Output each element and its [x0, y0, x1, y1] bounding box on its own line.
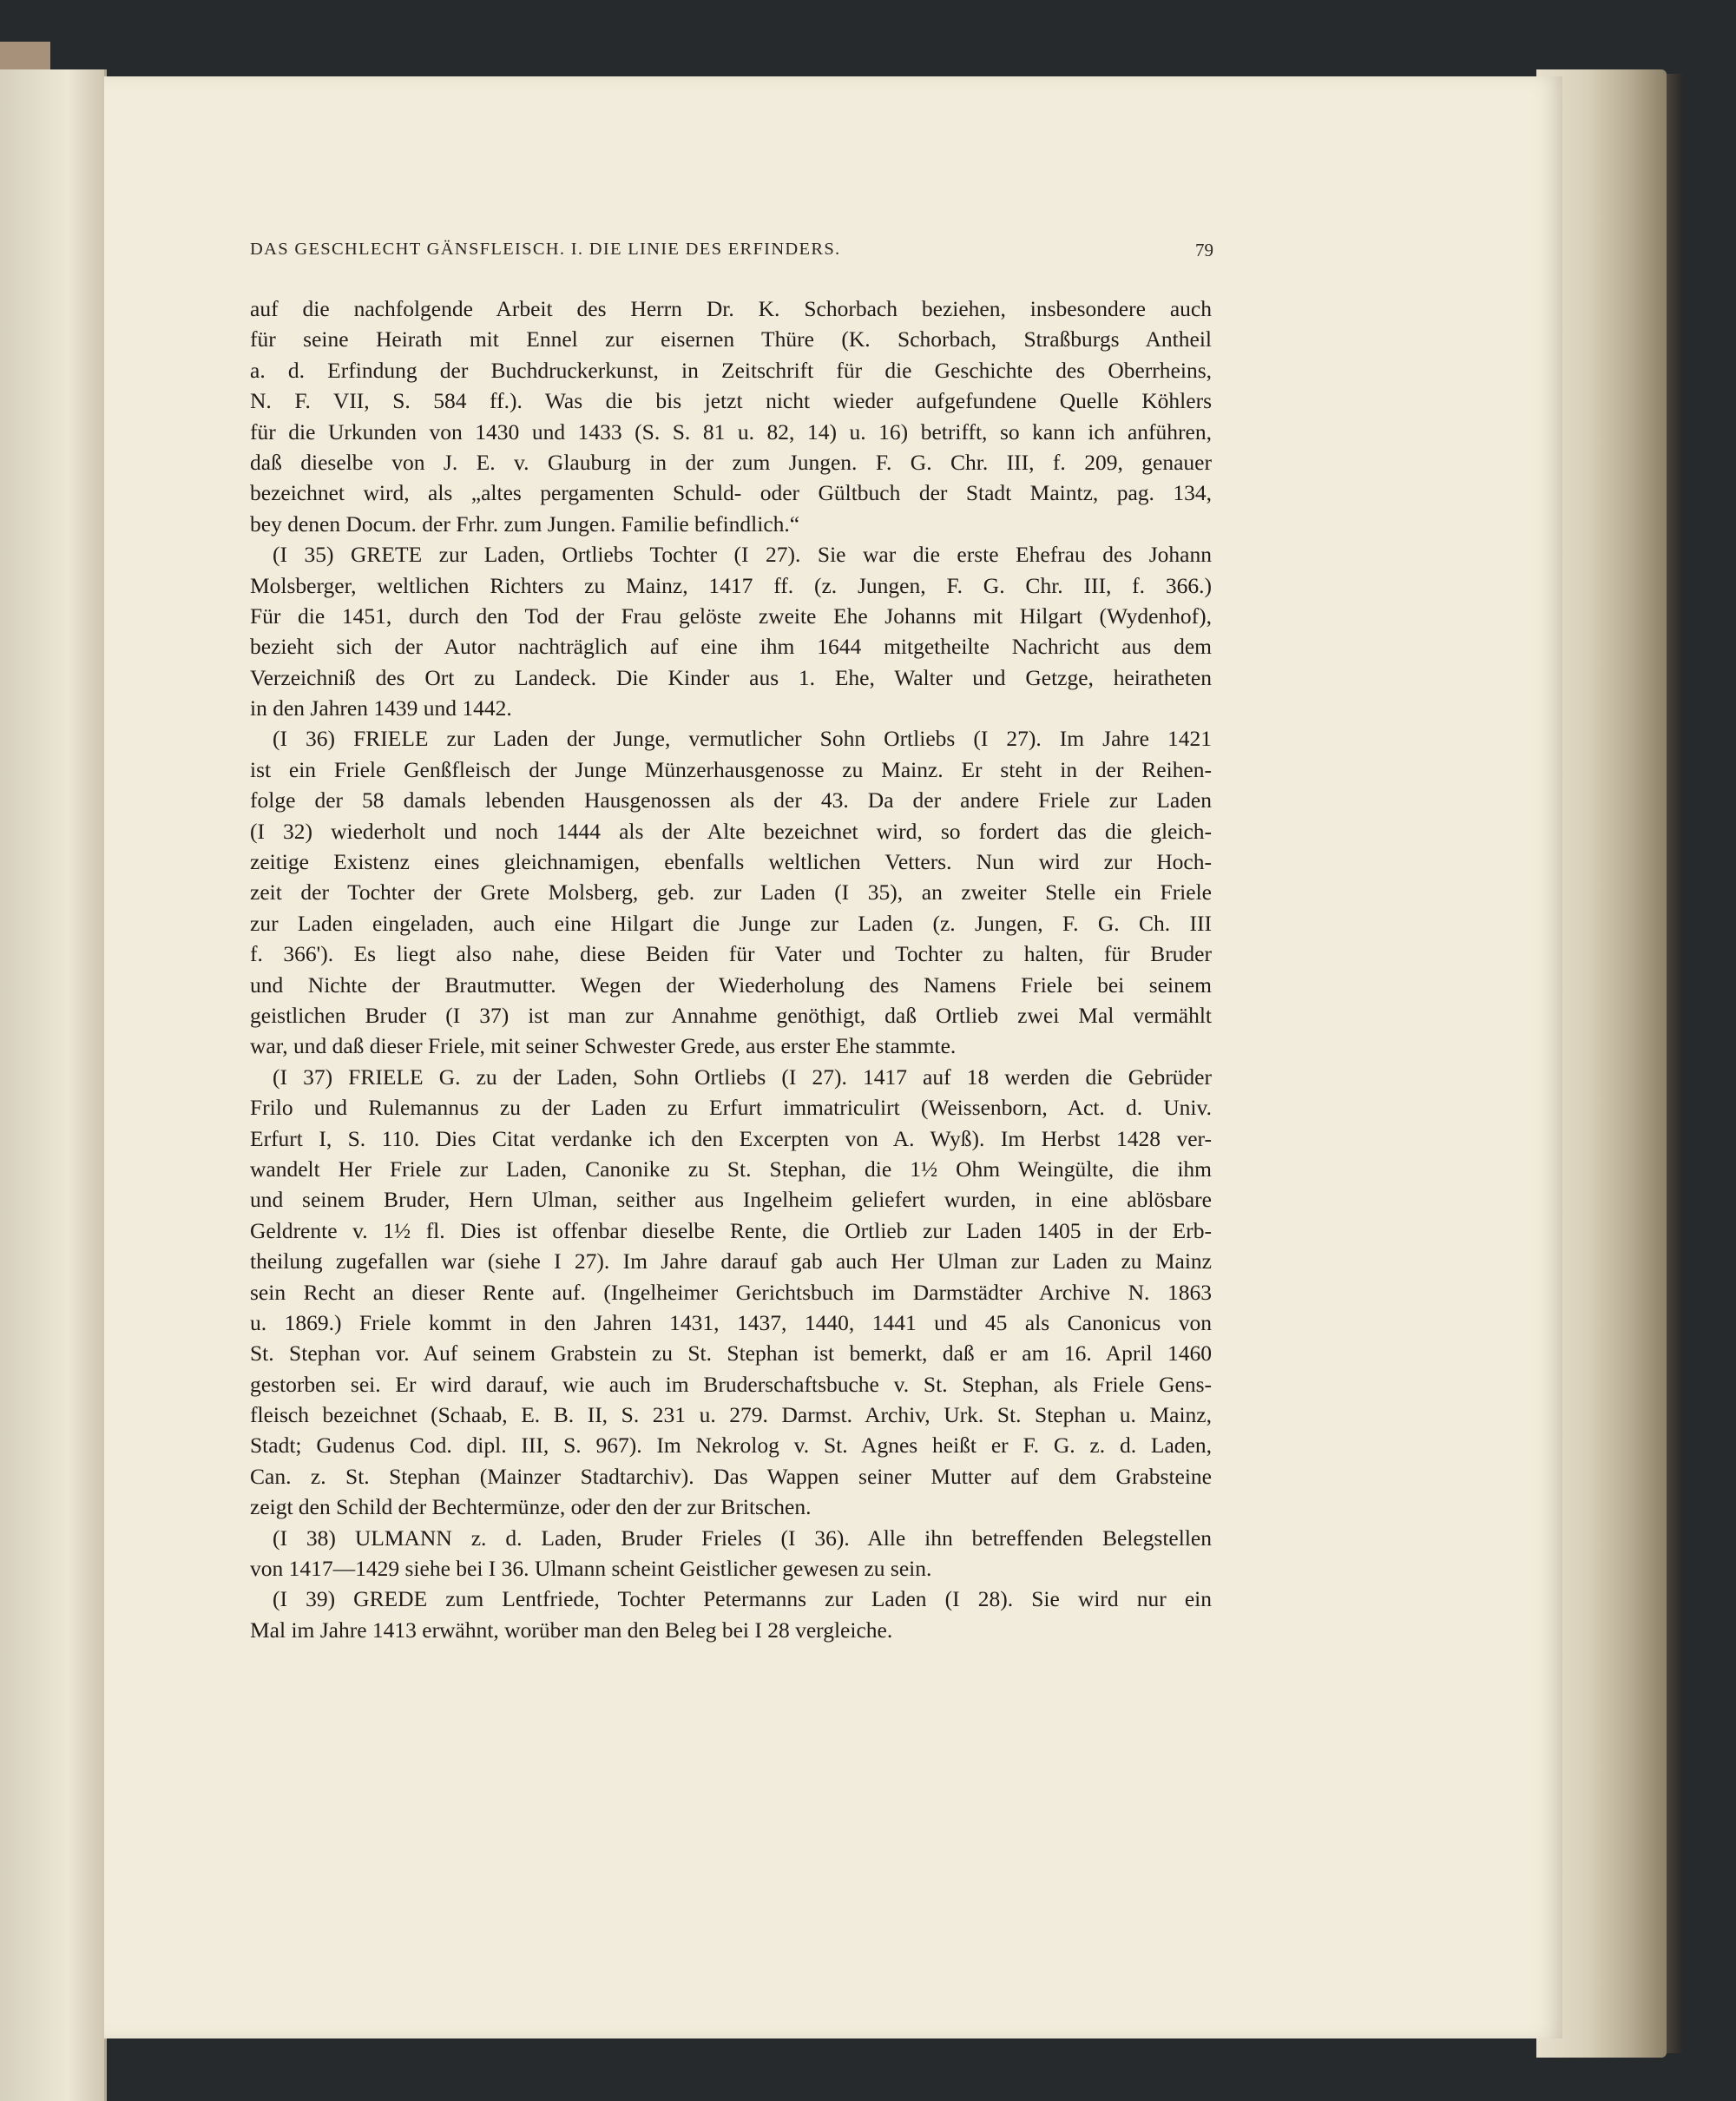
text-line: bezieht sich der Autor nachträglich auf eine ihm 1644 mitgetheilte Nachricht aus dem	[250, 634, 1212, 660]
text-line: geistlichen Bruder (I 37) ist man zur Annahme genöthigt, daß Ortlieb zwei Mal vermählt	[250, 1002, 1212, 1028]
text-line: (I 32) wiederholt und noch 1444 als der Alte bezeichnet wird, so fordert das die gleich-	[250, 818, 1212, 844]
text-line: daß dieselbe von J. E. v. Glauburg in der zum Jungen. F. G. Chr. III, f. 209, genauer	[250, 449, 1212, 475]
text-line: in den Jahren 1439 und 1442.	[250, 695, 512, 721]
text-line: und seinem Bruder, Hern Ulman, seither aus Ingelheim geliefert wurden, in eine ablösbare	[250, 1187, 1212, 1213]
text-line: f. 366'). Es liegt also nahe, diese Beiden für Vater und Tochter zu halten, für Bruder	[250, 941, 1212, 967]
text-line: (I 39) GREDE zum Lentfriede, Tochter Petermanns zur Laden (I 28). Sie wird nur ein	[273, 1586, 1212, 1612]
text-line: von 1417—1429 siehe bei I 36. Ulmann scheint Geistlicher gewesen zu sein.	[250, 1556, 932, 1582]
left-page-edge	[0, 69, 107, 2101]
text-line: Verzeichniß des Ort zu Landeck. Die Kinder aus 1. Ehe, Walter und Getzge, heiratheten	[250, 664, 1212, 690]
text-line: ist ein Friele Genßfleisch der Junge Münzerhausgenosse zu Mainz. Er steht in der Reihen-	[250, 756, 1212, 782]
text-line: u. 1869.) Friele kommt in den Jahren 1431, 1437, 1440, 1441 und 45 als Canonicus von	[250, 1309, 1212, 1335]
text-line: war, und daß dieser Friele, mit seiner Schwester Grede, aus erster Ehe stammte.	[250, 1033, 957, 1059]
text-line: fleisch bezeichnet (Schaab, E. B. II, S. 231 u. 279. Darmst. Archiv, Urk. St. Stephan u. Mainz,	[250, 1402, 1212, 1428]
text-line: bezeichnet wird, als „altes pergamenten Schuld- oder Gültbuch der Stadt Maintz, pag. 134,	[250, 480, 1212, 506]
text-line: (I 37) FRIELE G. zu der Laden, Sohn Ortliebs (I 27). 1417 auf 18 werden die Gebrüder	[273, 1064, 1212, 1090]
text-line: wandelt Her Friele zur Laden, Canonike zu St. Stephan, die 1½ Ohm Weingülte, die ihm	[250, 1156, 1212, 1182]
text-line: gestorben sei. Er wird darauf, wie auch im Bruderschaftsbuche v. St. Stephan, als Friele Gens-	[250, 1371, 1212, 1397]
text-line: sein Recht an dieser Rente auf. (Ingelheimer Gerichtsbuch im Darmstädter Archive N. 1863	[250, 1279, 1212, 1305]
text-line: N. F. VII, S. 584 ff.). Was die bis jetzt nicht wieder aufgefundene Quelle Köhlers	[250, 388, 1212, 414]
text-line: Molsberger, weltlichen Richters zu Mainz, 1417 ff. (z. Jungen, F. G. Chr. III, f. 366.)	[250, 572, 1212, 598]
text-line: Geldrente v. 1½ fl. Dies ist offenbar dieselbe Rente, die Ortlieb zur Laden 1405 in der Erb-	[250, 1217, 1212, 1243]
text-line: (I 38) ULMANN z. d. Laden, Bruder Frieles (I 36). Alle ihn betreffenden Belegstellen	[273, 1525, 1212, 1551]
text-line: Mal im Jahre 1413 erwähnt, worüber man den Beleg bei I 28 vergleiche.	[250, 1617, 893, 1643]
text-line: a. d. Erfindung der Buchdruckerkunst, in Zeitschrift für die Geschichte des Oberrheins,	[250, 357, 1212, 383]
text-line: Can. z. St. Stephan (Mainzer Stadtarchiv). Das Wappen seiner Mutter auf dem Grabsteine	[250, 1463, 1212, 1489]
text-line: Erfurt I, S. 110. Dies Citat verdanke ich den Excerpten von A. Wyß). Im Herbst 1428 ver-	[250, 1125, 1212, 1151]
text-line: zeit der Tochter der Grete Molsberg, geb. zur Laden (I 35), an zweiter Stelle ein Friele	[250, 879, 1212, 906]
text-line: (I 36) FRIELE zur Laden der Junge, vermutlicher Sohn Ortliebs (I 27). Im Jahre 1421	[273, 726, 1212, 752]
text-line: auf die nachfolgende Arbeit des Herrn Dr. K. Schorbach beziehen, insbesondere auch	[250, 296, 1212, 321]
page-number: 79	[1195, 240, 1213, 260]
text-line: folge der 58 damals lebenden Hausgenossen als der 43. Da der andere Friele zur Laden	[250, 787, 1212, 813]
text-line: theilung zugefallen war (siehe I 27). Im Jahre darauf gab auch Her Ulman zur Laden zu Mainz	[250, 1248, 1212, 1274]
running-title: DAS GESCHLECHT GÄNSFLEISCH. I. DIE LINIE DES ERFINDERS.	[250, 240, 841, 259]
text-line: zur Laden eingeladen, auch eine Hilgart die Junge zur Laden (z. Jungen, F. G. Ch. III	[250, 910, 1212, 936]
text-line: für seine Heirath mit Ennel zur eisernen Thüre (K. Schorbach, Straßburgs Antheil	[250, 326, 1212, 352]
running-head	[250, 240, 1213, 260]
text-line: und Nichte der Brautmutter. Wegen der Wiederholung des Namens Friele bei seinem	[250, 971, 1212, 998]
text-line: zeitige Existenz eines gleichnamigen, ebenfalls weltlichen Vetters. Nun wird zur Hoch-	[250, 849, 1212, 875]
text-line: Für die 1451, durch den Tod der Frau gelöste zweite Ehe Johanns mit Hilgart (Wydenhof),	[250, 603, 1212, 629]
text-line: St. Stephan vor. Auf seinem Grabstein zu St. Stephan ist bemerkt, daß er am 16. April 1460	[250, 1340, 1212, 1367]
text-line: bey denen Docum. der Frhr. zum Jungen. Familie befindlich.“	[250, 510, 800, 537]
text-line: für die Urkunden von 1430 und 1433 (S. S. 81 u. 82, 14) u. 16) betrifft, so kann ich anführen,	[250, 418, 1212, 445]
body-text	[250, 293, 1212, 1645]
text-line: zeigt den Schild der Bechtermünze, oder den der zur Britschen.	[250, 1494, 812, 1520]
text-line: Frilo und Rulemannus zu der Laden zu Erfurt immatriculirt (Weissenborn, Act. d. Univ.	[250, 1095, 1212, 1121]
text-line: (I 35) GRETE zur Laden, Ortliebs Tochter (I 27). Sie war die erste Ehefrau des Johann	[273, 542, 1212, 568]
text-line: Stadt; Gudenus Cod. dipl. III, S. 967). Im Nekrolog v. St. Agnes heißt er F. G. z. d. Laden,	[250, 1432, 1212, 1459]
